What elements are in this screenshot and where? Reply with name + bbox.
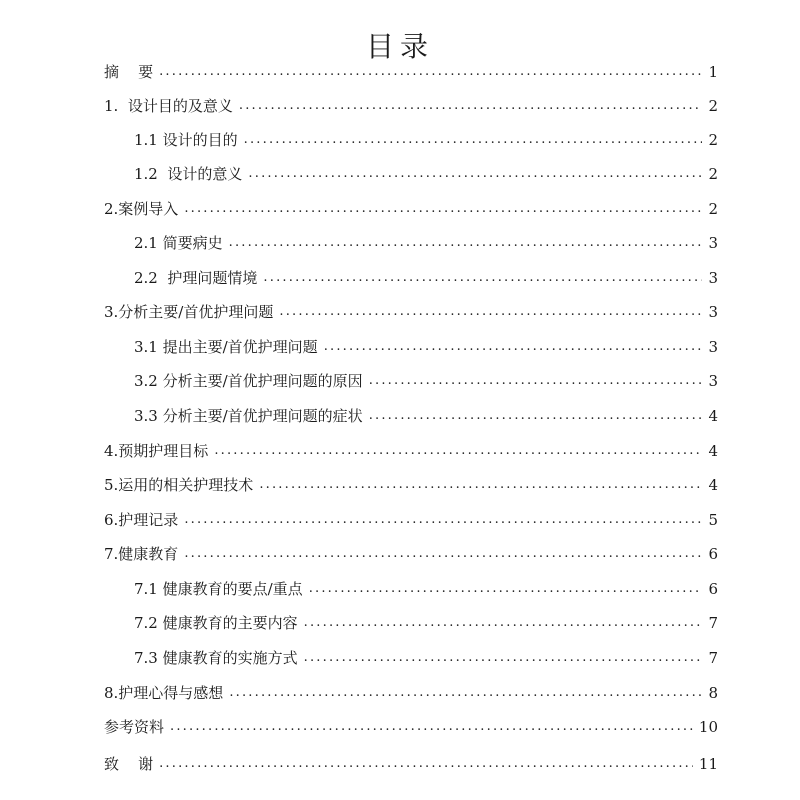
toc-entry-3-1[interactable]: [134, 330, 718, 364]
toc-entry-label: 1.2 设计的意义: [134, 165, 243, 183]
dot-leader: [184, 544, 702, 564]
toc-entry-2[interactable]: [104, 192, 718, 226]
toc-page-number: 7: [708, 649, 718, 667]
toc-entry-8[interactable]: [104, 676, 718, 710]
dot-leader: [304, 648, 702, 668]
dot-leader: [369, 371, 702, 391]
toc-entry-label: 摘 要: [104, 63, 154, 81]
toc-page-number: 11: [698, 755, 718, 773]
dot-leader: [159, 62, 702, 82]
toc-entry-label: 2.2 护理问题情境: [134, 269, 258, 287]
toc-page-number: 6: [708, 580, 718, 598]
toc-entry-7[interactable]: [104, 537, 718, 571]
toc-entry-references[interactable]: [104, 710, 718, 744]
toc-page-number: 8: [708, 684, 718, 702]
toc-entry-6[interactable]: [104, 503, 718, 537]
toc-entry-1-2[interactable]: [134, 157, 718, 191]
toc-entry-4[interactable]: [104, 434, 718, 468]
toc-page-number: 5: [708, 511, 718, 529]
toc-page-number: 3: [708, 303, 718, 321]
dot-leader: [263, 268, 702, 288]
toc-page-number: 2: [708, 97, 718, 115]
toc-entry-7-1[interactable]: [134, 572, 718, 606]
toc-entry-label: 1. 设计目的及意义: [104, 97, 233, 115]
toc-entry-label: 7.1 健康教育的要点/重点: [134, 580, 303, 598]
dot-leader: [229, 233, 702, 253]
toc-page-number: 7: [708, 614, 718, 632]
page-title: 目录: [365, 29, 434, 63]
dot-leader: [259, 475, 702, 495]
dot-leader: [309, 579, 702, 599]
toc-entry-label: 7.健康教育: [104, 545, 179, 563]
toc-page-number: 2: [708, 200, 718, 218]
toc-page-number: 4: [708, 407, 718, 425]
toc-entry-2-2[interactable]: [134, 261, 718, 295]
toc-entry-2-1[interactable]: [134, 226, 718, 260]
toc-entry-3-3[interactable]: [134, 399, 718, 433]
toc-page-number: 2: [708, 131, 718, 149]
toc-page-number: 6: [708, 545, 718, 563]
toc-entry-1[interactable]: [104, 89, 718, 123]
toc-entry-label: 4.预期护理目标: [104, 442, 209, 460]
dot-leader: [214, 441, 702, 461]
dot-leader: [304, 613, 702, 633]
toc-page-number: 2: [708, 165, 718, 183]
toc-page-number: 3: [708, 372, 718, 390]
toc-entry-label: 3.3 分析主要/首优护理问题的症状: [134, 407, 363, 425]
dot-leader: [170, 717, 693, 737]
dot-leader: [369, 406, 702, 426]
toc-entry-label: 5.运用的相关护理技术: [104, 476, 254, 494]
toc-entry-label: 参考资料: [104, 718, 165, 736]
toc-entry-acknowledgements[interactable]: [104, 747, 718, 781]
toc-entry-label: 7.2 健康教育的主要内容: [134, 614, 298, 632]
toc-page-number: 4: [708, 476, 718, 494]
toc-page-number: 3: [708, 338, 718, 356]
toc-entry-label: 7.3 健康教育的实施方式: [134, 649, 298, 667]
dot-leader: [184, 199, 702, 219]
dot-leader: [279, 302, 702, 322]
toc-entry-1-1[interactable]: [134, 123, 718, 157]
toc-entry-label: 6.护理记录: [104, 511, 179, 529]
toc-page-number: 10: [698, 718, 718, 736]
dot-leader: [159, 754, 693, 774]
toc-entry-label: 3.2 分析主要/首优护理问题的原因: [134, 372, 363, 390]
dot-leader: [324, 337, 702, 357]
toc-entry-7-3[interactable]: [134, 641, 718, 675]
dot-leader: [239, 96, 702, 116]
toc-page-number: 3: [708, 269, 718, 287]
toc-entry-3[interactable]: [104, 295, 718, 329]
toc-entry-label: 3.1 提出主要/首优护理问题: [134, 338, 318, 356]
toc-page-number: 1: [708, 63, 718, 81]
dot-leader: [229, 683, 702, 703]
dot-leader: [244, 130, 702, 150]
toc-entry-label: 2.案例导入: [104, 200, 179, 218]
dot-leader: [248, 164, 702, 184]
toc-entry-label: 1.1 设计的目的: [134, 131, 238, 149]
dot-leader: [184, 510, 702, 530]
toc-entry-label: 致 谢: [104, 755, 154, 773]
toc-entry-label: 8.护理心得与感想: [104, 684, 224, 702]
toc-entry-label: 3.分析主要/首优护理问题: [104, 303, 274, 321]
toc-entry-3-2[interactable]: [134, 364, 718, 398]
toc-entry-label: 2.1 简要病史: [134, 234, 223, 252]
toc-page-number: 3: [708, 234, 718, 252]
toc-entry-5[interactable]: [104, 468, 718, 502]
toc-entry-abstract[interactable]: [104, 55, 718, 89]
toc-entry-7-2[interactable]: [134, 606, 718, 640]
toc-page-number: 4: [708, 442, 718, 460]
